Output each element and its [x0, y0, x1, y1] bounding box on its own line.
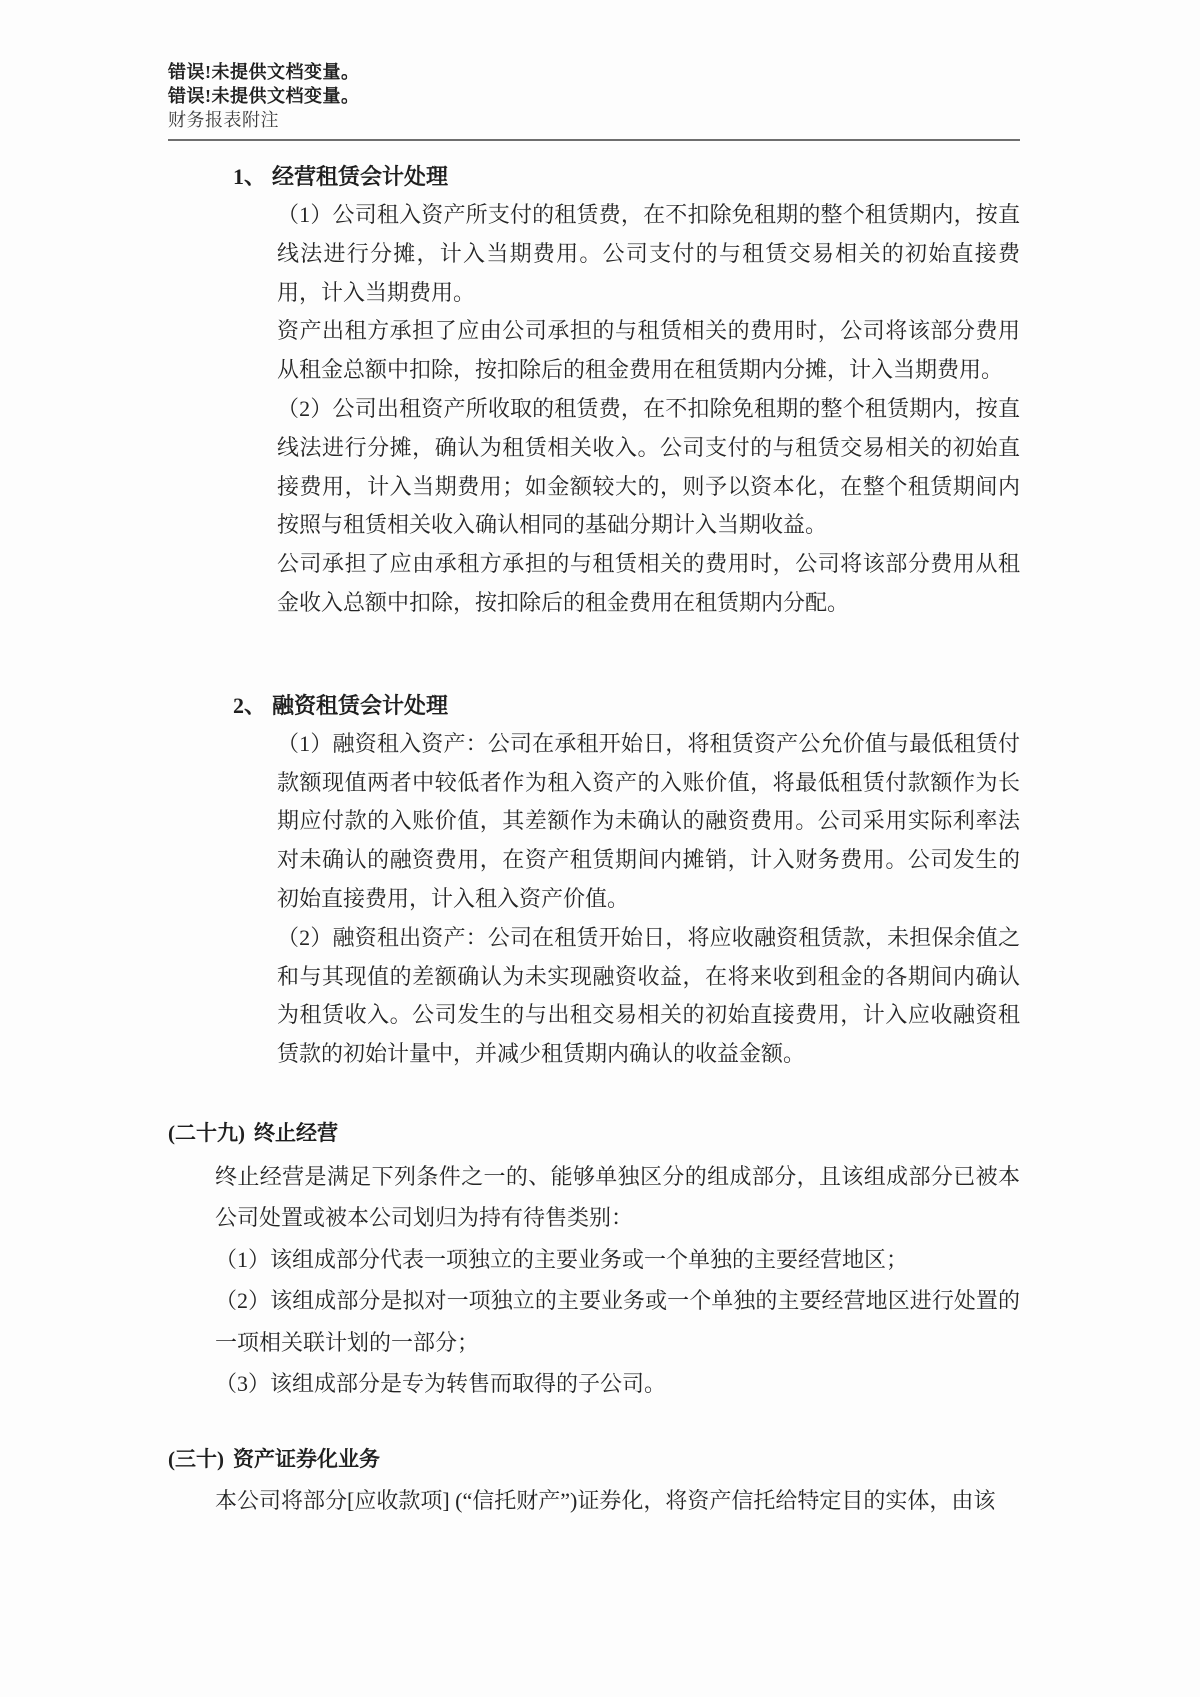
- section-finance-lease: [168, 686, 1020, 1074]
- document-header: [168, 60, 1020, 141]
- section-title: 融资租赁会计处理: [272, 692, 449, 718]
- paragraph: （1）融资租入资产：公司在承租开始日，将租赁资产公允价值与最低租赁付款额现值两者中较低者作为租入资产的入账价值，将最低租赁付款额作为长期应付款的入账价值，其差额作为未确认的融资费用。公司采用实际利率法对未确认的融资费用，在资产租赁期间内摊销，计入财务费用。公司发生的初始直接费用，计入租入资产价值。: [277, 730, 1020, 911]
- header-error-line-1: 错误!未提供文档变量。: [168, 62, 360, 82]
- section-number: 1、: [233, 164, 267, 189]
- section-number: 2、: [233, 692, 267, 718]
- section-heading: [168, 157, 1020, 196]
- paragraph: 本公司将部分[应收款项] (“信托财产”)证券化，将资产信托给特定目的实体，由该: [215, 1487, 996, 1513]
- section-heading: [168, 686, 1020, 725]
- paragraph: 公司承担了应由承租方承担的与租赁相关的费用时，公司将该部分费用从租金收入总额中扣除，按扣除后的租金费用在租赁期内分配。: [277, 551, 1020, 615]
- paragraph: （2）公司出租资产所收取的租赁费，在不扣除免租期的整个租赁期内，按直线法进行分摊，确认为租赁相关收入。公司支付的与租赁交易相关的初始直接费用，计入当期费用；如金额较大的，则予以资本化，在整个租赁期间内按照与租赁相关收入确认相同的基础分期计入当期收益。: [277, 395, 1020, 538]
- paragraph: （3）该组成部分是专为转售而取得的子公司。: [215, 1371, 667, 1397]
- paragraph: （1）该组成部分代表一项独立的主要业务或一个单独的主要经营地区；: [215, 1246, 909, 1272]
- paragraph: 终止经营是满足下列条件之一的、能够单独区分的组成部分，且该组成部分已被本公司处置或被本公司划归为持有待售类别：: [215, 1163, 1020, 1231]
- section-number: (二十九): [168, 1120, 245, 1145]
- section-title: 资产证券化业务: [233, 1446, 380, 1471]
- section-asset-securitization: [168, 1438, 1020, 1522]
- section-discontinued-operations: [168, 1112, 1020, 1405]
- section-heading: [168, 1112, 1020, 1154]
- section-title: 终止经营: [254, 1120, 338, 1145]
- paragraph: 资产出租方承担了应由公司承担的与租赁相关的费用时，公司将该部分费用从租金总额中扣除，按扣除后的租金费用在租赁期内分摊，计入当期费用。: [277, 318, 1020, 383]
- paragraph: （1）公司租入资产所支付的租赁费，在不扣除免租期的整个租赁期内，按直线法进行分摊，计入当期费用。公司支付的与租赁交易相关的初始直接费用，计入当期费用。: [277, 202, 1020, 305]
- section-number: (三十): [168, 1446, 224, 1471]
- header-rule: [168, 139, 1020, 141]
- header-error-line-2: 错误!未提供文档变量。: [168, 86, 360, 106]
- page-content: [168, 60, 1020, 1521]
- header-subtitle: 财务报表附注: [168, 110, 279, 130]
- paragraph: （2）融资租出资产：公司在租赁开始日，将应收融资租赁款，未担保余值之和与其现值的差额确认为未实现融资收益，在将来收到租金的各期间内确认为租赁收入。公司发生的与出租交易相关的初始直接费用，计入应收融资租赁款的初始计量中，并减少租赁期内确认的收益金额。: [277, 924, 1020, 1067]
- section-operating-lease: [168, 157, 1020, 623]
- section-title: 经营租赁会计处理: [272, 164, 449, 189]
- paragraph: （2）该组成部分是拟对一项独立的主要业务或一个单独的主要经营地区进行处置的一项相关联计划的一部分；: [215, 1288, 1020, 1355]
- section-heading: [168, 1438, 1020, 1480]
